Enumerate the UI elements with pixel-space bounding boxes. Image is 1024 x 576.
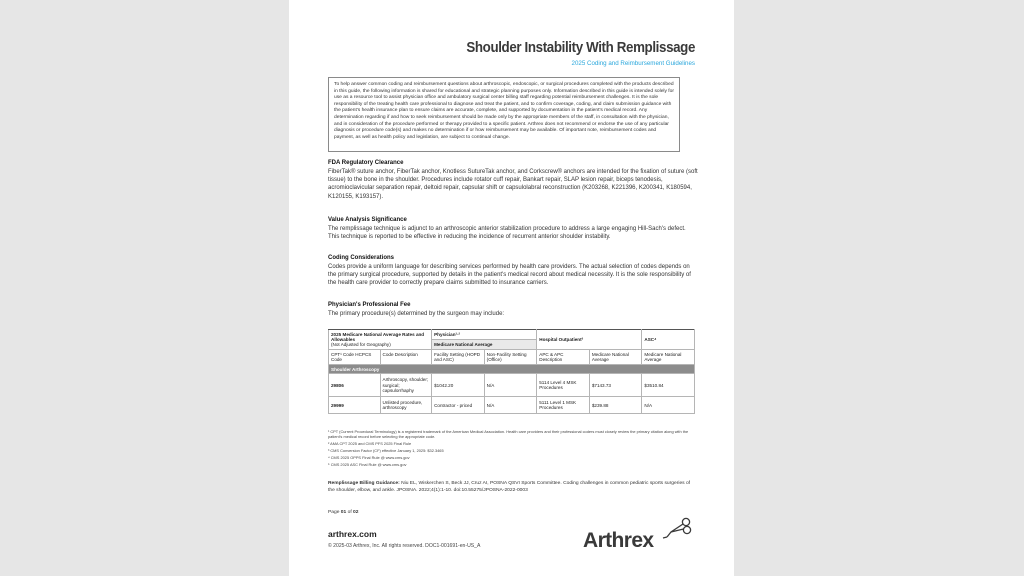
col-header-apc: APC & APC Description [537,350,590,365]
hospital-rate: $239.88 [589,397,642,414]
page-subtitle: 2025 Coding and Reimbursement Guidelines [571,60,695,67]
coding-body: Codes provide a uniform language for describing services performed by health care providers. The actual selection of codes depends on the primary surgical procedure, supported by details in the patient's medical record about medical necessity. It is the sole responsibility of the health care provider to correctly prepare claims submitted to insurance carriers. [328,264,691,287]
cpt-code: 29806 [329,374,381,397]
document-page [289,0,734,576]
col-header-desc: Code Description [380,350,432,365]
footnote: ¹ CPT (Current Procedural Terminology) is a registered trademark of the American Medical Association. Health care providers and their professional coders must closely review the primary citation along with the patient's medical record before selecting the appropriate code. [328,429,689,439]
value-heading: Value Analysis Significance [328,217,407,223]
asc-rate: $3510.84 [642,374,695,397]
reference-citation [328,481,694,494]
footnote: ⁴ CMS 2025 OPPS Final Rule @ www.cms.gov [328,455,410,460]
code-description: Arthroscopy, shoulder; surgical; capsulorrhaphy [380,374,432,397]
coding-heading: Coding Considerations [328,255,394,261]
page-title: Shoulder Instability With Remplissage [466,40,695,56]
facility-rate: Contractor - priced [432,397,485,414]
apc-description: 5111 Level 1 MSK Procedures [537,397,590,414]
footnote: ⁵ CMS 2025 ASC Final Rule @ www.cms.gov [328,462,407,467]
fda-section [328,160,698,201]
logo-wordmark: Arthrex [583,529,654,552]
fee-body: The primary procedure(s) determined by the surgeon may include: [328,311,505,317]
table-row [329,374,695,397]
category-row: Shoulder Arthroscopy [329,365,695,374]
reference-text: Niu EL, Wiskerchen S, Beck JJ, Cruz AI, POSNA QSVI Sports Committee. Coding challenges in common pediatric sports surgeries of the shoulder, elbow, and ankle. JPOSNA. 2022;4(1):1-10. doi:10.55275/JPOSNA-2022-0003 [328,481,691,493]
footnote: ³ CMS Conversion Factor (CF) effective January 1, 2025: $32.3465 [328,448,444,453]
arthrex-logo [583,516,695,552]
fee-section [328,302,698,318]
fda-body: FiberTak® suture anchor, FiberTak anchor, Knotless SutureTak anchor, and Corkscrew® anchors are intended for the fixation of suture (soft tissue) to the bone in the shoulder. Procedures include rotator cuff repair, Bankart repair, SLAP lesion repair, biceps tenodesis, acromioclavicular separation repair, deltoid repair, capsular shift or capsulolabral reconstruction (K203268, K221396, K200341, K180594, K120155, K193157). [328,169,698,200]
nonfacility-rate: N/A [484,397,537,414]
facility-rate: $1042.20 [432,374,485,397]
footnotes [328,429,693,467]
surgical-instrument-icon [663,518,691,538]
physician-header: Physician¹⋅² [432,330,537,340]
table-row [329,397,695,414]
asc-rate: N/A [642,397,695,414]
col-header-facility: Facility Setting (HOPD and ASC) [432,350,485,365]
apc-description: 5114 Level 4 MSK Procedures [537,374,590,397]
coding-section [328,255,698,288]
col-header-code: CPT¹ Code HCPCS Code [329,350,381,365]
fda-heading: FDA Regulatory Clearance [328,160,404,166]
col-header-hosp-avg: Medicare National Average [589,350,642,365]
reference-label: Remplissage Billing Guidance: [328,481,400,486]
nonfacility-rate: N/A [484,374,537,397]
copyright-text: © 2025-03 Arthrex, Inc. All rights reserved. DOC1-001691-en-US_A [328,543,481,549]
table-header-cell: 2025 Medicare National Average Rates and Allowables (Not Adjusted for Geography) [329,330,432,350]
footnote: ² AMA CPT 2025 and CMS PFS 2025 Final Rule [328,441,412,446]
fee-heading: Physician's Professional Fee [328,302,411,308]
physician-subheader: Medicare National Average [432,340,537,350]
col-header-nonfacility: Non-Facility Setting (Office) [484,350,537,365]
value-section [328,217,698,241]
value-body: The remplissage technique is adjunct to an arthroscopic anterior stabilization procedure to address a large engaging Hill-Sach's defect. This technique is reported to be effective in reducing the incidence of recurrent anterior shoulder instability. [328,226,686,241]
hospital-rate: $7143.73 [589,374,642,397]
cpt-code: 29999 [329,397,381,414]
reimbursement-table [328,329,695,414]
website-link[interactable]: arthrex.com [328,529,377,539]
page-number: Page 01 of 02 [328,510,359,515]
col-header-asc-avg: Medicare National Average [642,350,695,365]
asc-header: ASC⁴ [642,330,695,350]
code-description: Unlisted procedure, arthroscopy [380,397,432,414]
disclaimer-box: To help answer common coding and reimbursement questions about arthroscopic, endoscopic, or surgical procedures completed with the products described in this guide, the following information is shared for educational and strategic planning purposes only. Information described in this guide is intended solely for use as a resource tool to assist physician office and ambulatory surgical center billing staff regarding potential reimbursement challenges. It is the sole responsibility of the treating health care professional to diagnose and treat the patient, and to confirm coverage, coding, and claim submission guidance with the patient's health insurance plan to ensure claims are accurate, complete, and supported by documentation in the patient's medical record. Any determination regarding if and how to seek reimbursement should be made only by the appropriate members of the staff, in consultation with the physician, and in consideration of the procedure performed or therapy provided to a specific patient. Arthrex does not recommend or endorse the use of any particular diagnosis or procedure code(s) and makes no determination if or how reimbursement may be available. Of important note, reimbursement codes and payment, as well as health policy and legislation, are subject to continual change. [328,77,680,152]
hospital-header: Hospital Outpatient³ [537,330,642,350]
